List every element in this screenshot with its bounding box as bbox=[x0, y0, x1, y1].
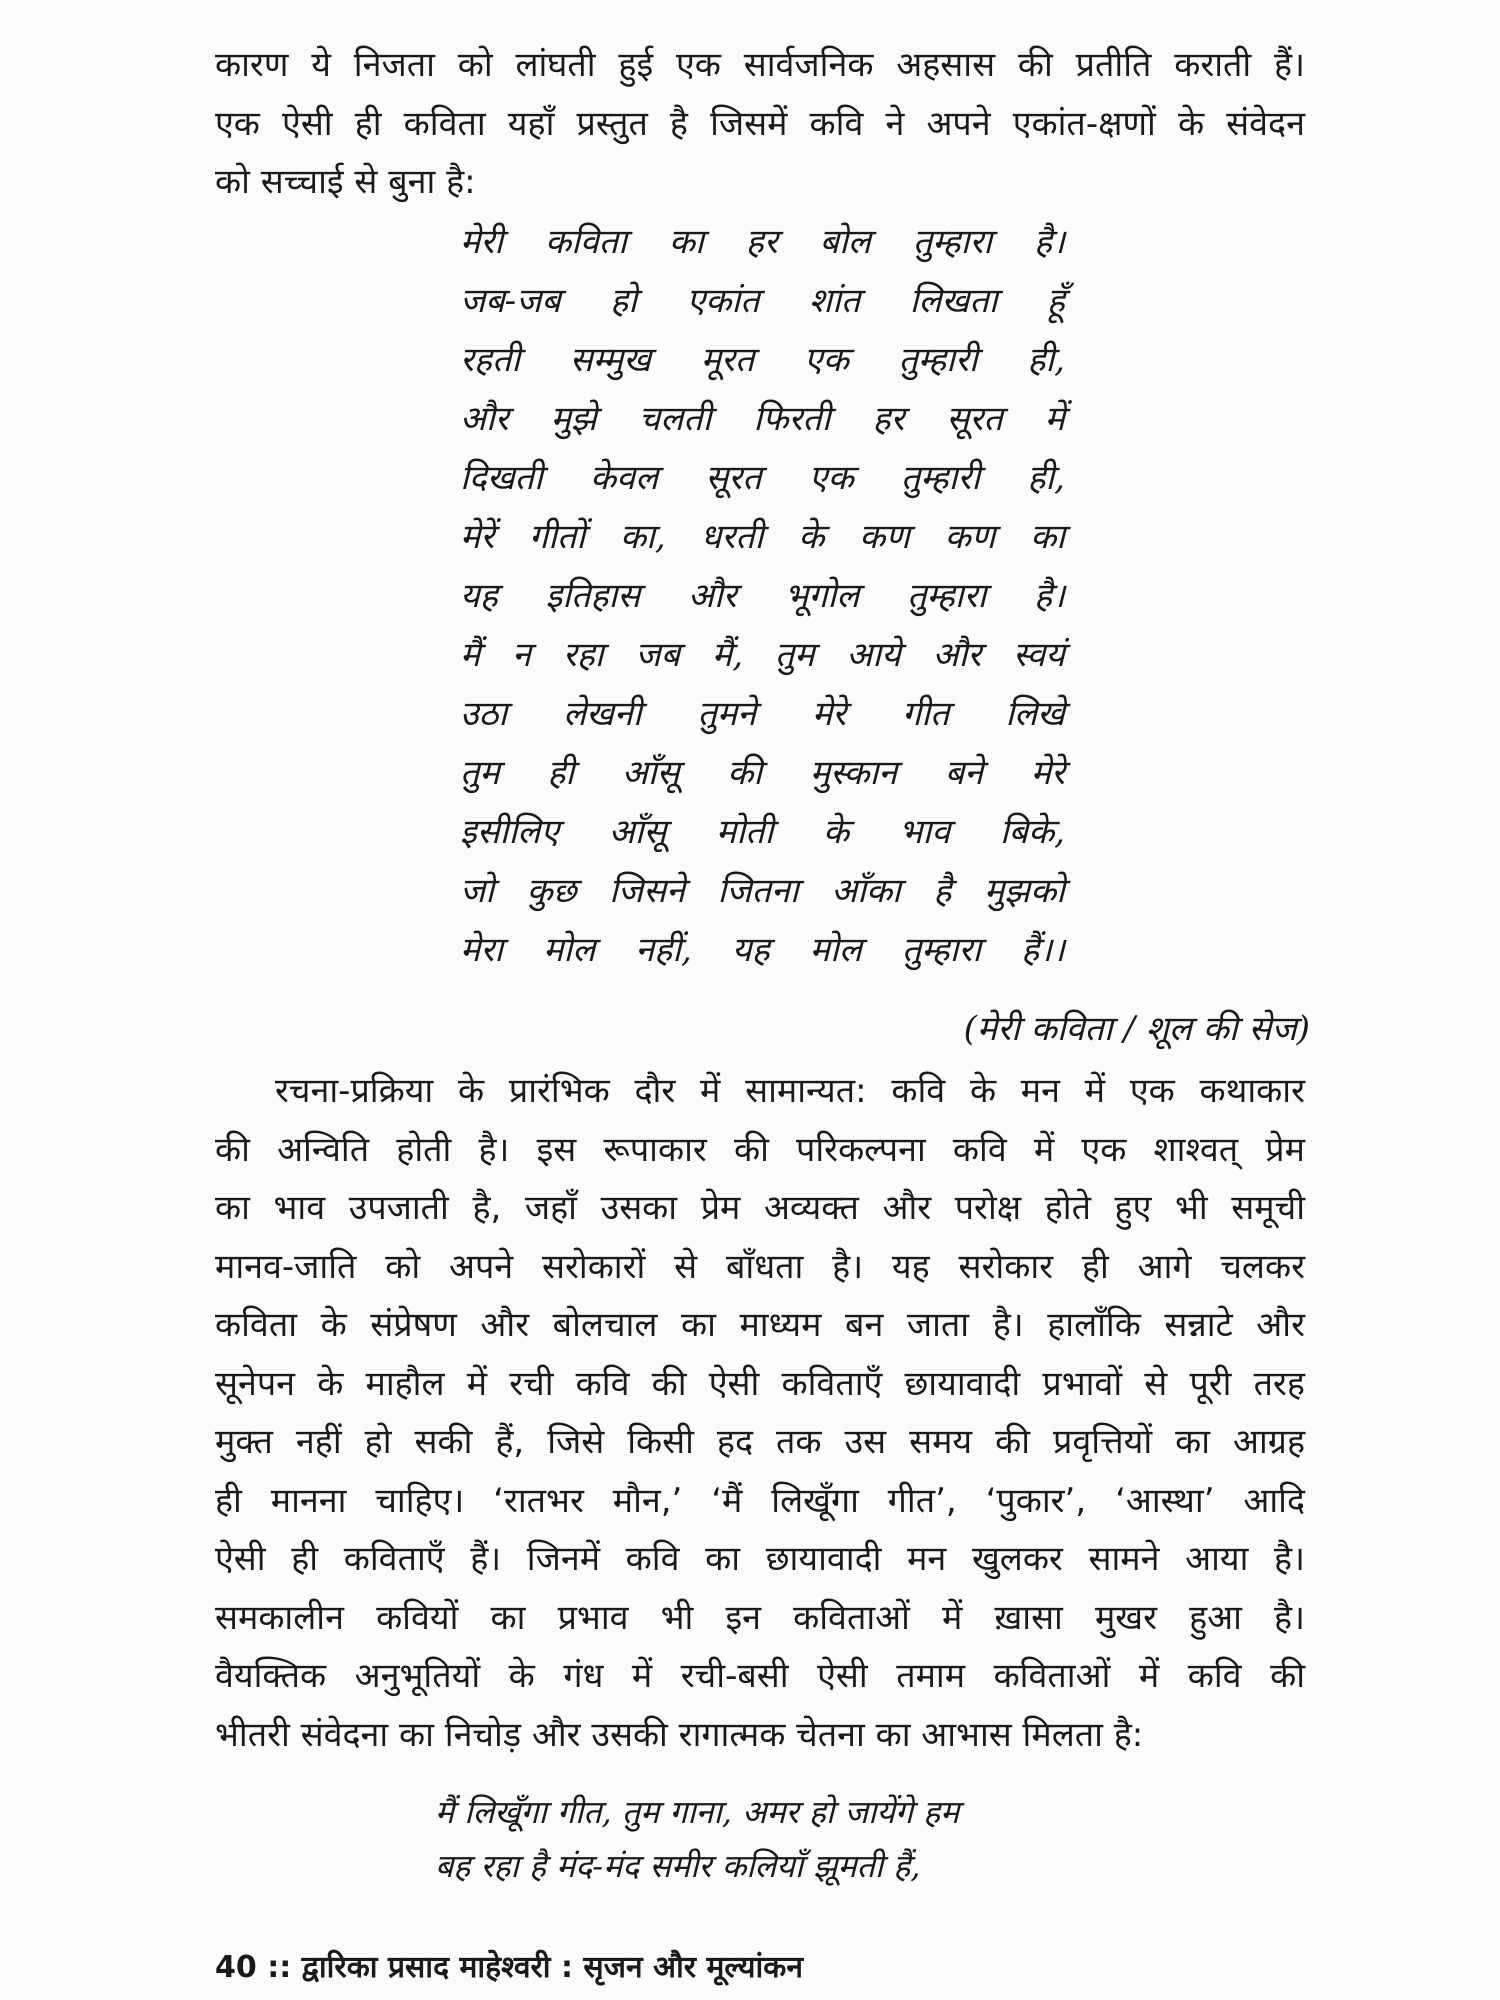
paragraph-line: एक ऐसी ही कविता यहाँ प्रस्तुत है जिसमें कवि ने अपने एकांत-क्षणों के संवेदन bbox=[215, 103, 1305, 144]
poem-line: मैं न रहा जब मैं, तुम आये और स्वयं bbox=[460, 635, 1065, 675]
poem-line: और मुझे चलती फिरती हर सूरत में bbox=[460, 399, 1065, 439]
paragraph-line: की अन्विति होती है। इस रूपाकार की परिकल्पना कवि में एक शाश्वत् प्रेम bbox=[215, 1129, 1305, 1170]
poem-excerpt bbox=[435, 1785, 959, 1893]
poem-source-citation: (मेरी कविता / शूल की सेज) bbox=[963, 1009, 1310, 1049]
page-footer: 40 :: द्वारिका प्रसाद माहेश्वरी : सृजन और मूल्यांकन bbox=[215, 1950, 803, 1985]
poem-line: तुम ही आँसू की मुस्कान बने मेरे bbox=[460, 753, 1065, 793]
paragraph-line: वैयक्तिक अनुभूतियों के गंध में रची-बसी ऐसी तमाम कविताओं में कवि की bbox=[215, 1656, 1305, 1696]
poem-line: बह रहा है मंद-मंद समीर कलियाँ झूमती हैं, bbox=[435, 1847, 921, 1885]
poem-line: दिखती केवल सूरत एक तुम्हारी ही, bbox=[460, 458, 1065, 498]
paragraph-line: सूनेपन के माहौल में रची कवि की ऐसी कविताएँ छायावादी प्रभावों से पूरी तरह bbox=[215, 1363, 1305, 1404]
poem-line: इसीलिए आँसू मोती के भाव बिके, bbox=[460, 812, 1065, 852]
paragraph-line: को सच्चाई से बुना है: bbox=[215, 162, 476, 202]
paragraph-line: भीतरी संवेदना का निचोड़ और उसकी रागात्मक चेतना का आभास मिलता है: bbox=[215, 1714, 1144, 1755]
paragraph-line: ही मानना चाहिए। ‘रातभर मौन,’ ‘मैं लिखूँगा गीत’, ‘पुकार’, ‘आस्था’ आदि bbox=[215, 1480, 1305, 1521]
poem-block bbox=[460, 213, 1065, 980]
poem-line: मैं लिखूँगा गीत, तुम गाना, अमर हो जायेंगे हम bbox=[435, 1793, 960, 1831]
paragraph-line: कविता के संप्रेषण और बोलचाल का माध्यम बन जाता है। हालाँकि सन्नाटे और bbox=[215, 1305, 1305, 1345]
poem-line: यह इतिहास और भूगोल तुम्हारा है। bbox=[460, 576, 1065, 616]
poem-line: जब-जब हो एकांत शांत लिखता हूँ bbox=[460, 281, 1065, 321]
paragraph-line: कारण ये निजता को लांघती हुई एक सार्वजनिक अहसास की प्रतीति कराती हैं। bbox=[215, 45, 1305, 85]
main-paragraph bbox=[215, 1062, 1305, 1764]
poem-line: रहती सम्मुख मूरत एक तुम्हारी ही, bbox=[460, 340, 1065, 380]
poem-line: मेरा मोल नहीं, यह मोल तुम्हारा हैं।। bbox=[460, 930, 1065, 970]
paragraph-line: रचना-प्रक्रिया के प्रारंभिक दौर में सामान्यत: कवि के मन में एक कथाकार bbox=[275, 1071, 1305, 1111]
intro-paragraph bbox=[215, 36, 1305, 212]
paragraph-line: ऐसी ही कविताएँ हैं। जिनमें कवि का छायावादी मन खुलकर सामने आया है। bbox=[215, 1539, 1305, 1579]
paragraph-line: समकालीन कवियों का प्रभाव भी इन कविताओं में ख़ासा मुखर हुआ है। bbox=[215, 1597, 1305, 1638]
poem-line: मेरें गीतों का, धरती के कण कण का bbox=[460, 517, 1065, 557]
poem-line: मेरी कविता का हर बोल तुम्हारा है। bbox=[460, 222, 1065, 262]
poem-line: उठा लेखनी तुमने मेरे गीत लिखे bbox=[460, 694, 1065, 734]
paragraph-line: मुक्त नहीं हो सकी हैं, जिसे किसी हद तक उस समय की प्रवृत्तियों का आग्रह bbox=[215, 1422, 1305, 1462]
poem-line: जो कुछ जिसने जितना आँका है मुझको bbox=[460, 871, 1065, 911]
paragraph-line: का भाव उपजाती है, जहाँ उसका प्रेम अव्यक्त और परोक्ष होते हुए भी समूची bbox=[215, 1188, 1305, 1228]
paragraph-line: मानव-जाति को अपने सरोकारों से बाँधता है। यह सरोकार ही आगे चलकर bbox=[215, 1246, 1305, 1287]
